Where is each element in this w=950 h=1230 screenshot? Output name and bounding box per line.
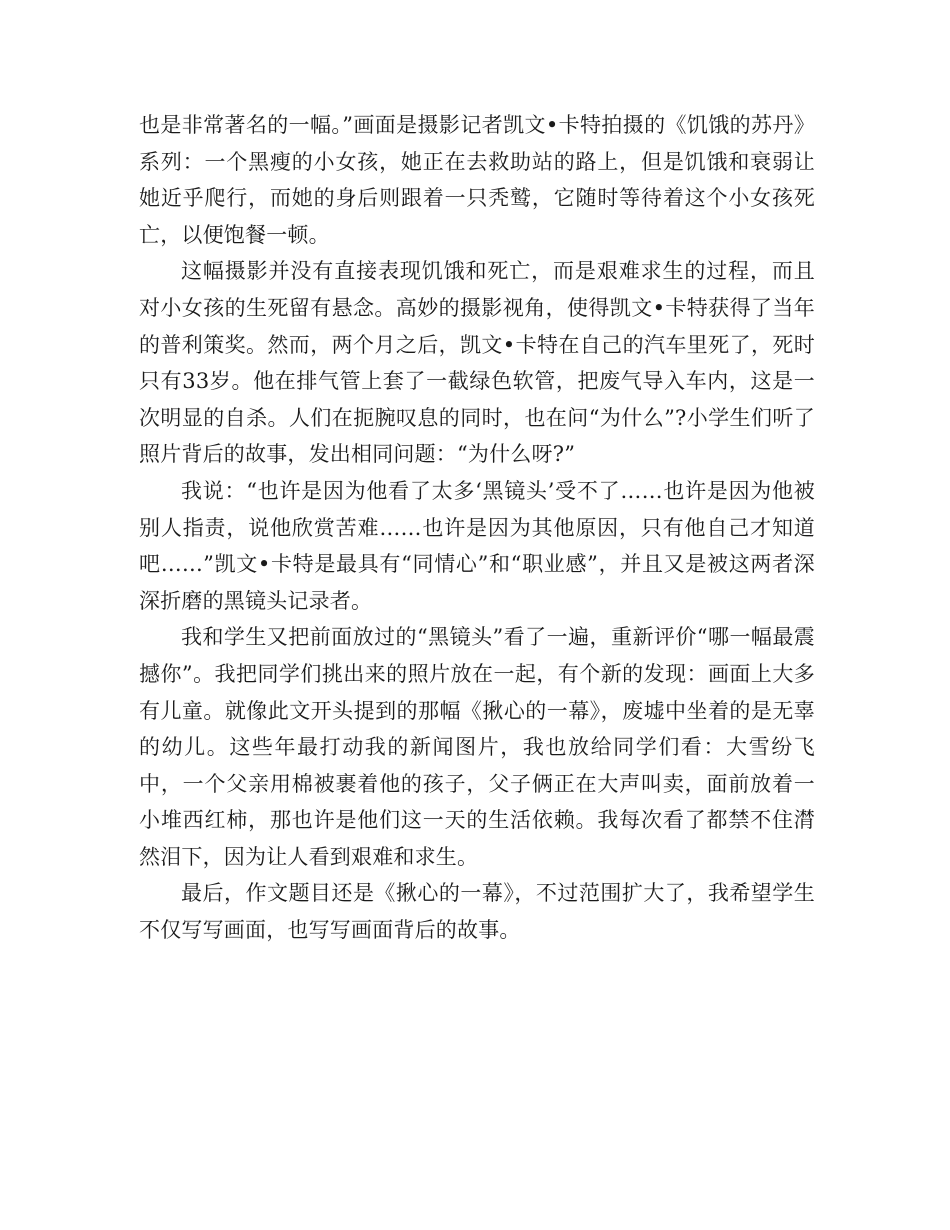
paragraph: 我说：“也许是因为他看了太多‘黑镜头’受不了……也许是因为他被别人指责，说他欣赏苦难……也许是因为其他原因，只有他自己才知道吧……”凯文•卡特是最具有“同情心”和“职业感”，并且又是被这两者深深折磨的黑镜头记录者。: [139, 478, 815, 613]
body-text: [139, 107, 815, 949]
paragraph: 这幅摄影并没有直接表现饥饿和死亡，而是艰难求生的过程，而且对小女孩的生死留有悬念。高妙的摄影视角，使得凯文•卡特获得了当年的普利策奖。然而，两个月之后，凯文•卡特在自己的汽车里死了，死时只有33岁。他在排气管上套了一截绿色软管，把废气导入车内，这是一次明显的自杀。人们在扼腕叹息的同时，也在问“为什么”?小学生们听了照片背后的故事，发出相同问题：“为什么呀?”: [139, 259, 815, 467]
paragraph: 最后，作文题目还是《揪心的一幕》，不过范围扩大了，我希望学生不仅写写画面，也写写画面背后的故事。: [139, 881, 815, 943]
paragraph: 我和学生又把前面放过的“黑镜头”看了一遍，重新评价“哪一幅最震撼你”。我把同学们挑出来的照片放在一起，有个新的发现：画面上大多有儿童。就像此文开头提到的那幅《揪心的一幕》，废墟中坐着的是无辜的幼儿。这些年最打动我的新闻图片，我也放给同学们看：大雪纷飞中，一个父亲用棉被裹着他的孩子，父子俩正在大声叫卖，面前放着一小堆西红柿，那也许是他们这一天的生活依赖。我每次看了都禁不住潸然泪下，因为让人看到艰难和求生。: [139, 625, 815, 869]
paragraph-continuation: 也是非常著名的一幅。”画面是摄影记者凯文•卡特拍摄的《饥饿的苏丹》系列：一个黑瘦的小女孩，她正在去救助站的路上，但是饥饿和衰弱让她近乎爬行，而她的身后则跟着一只秃鹫，它随时等待着这个小女孩死亡，以便饱餐一顿。: [139, 113, 815, 247]
